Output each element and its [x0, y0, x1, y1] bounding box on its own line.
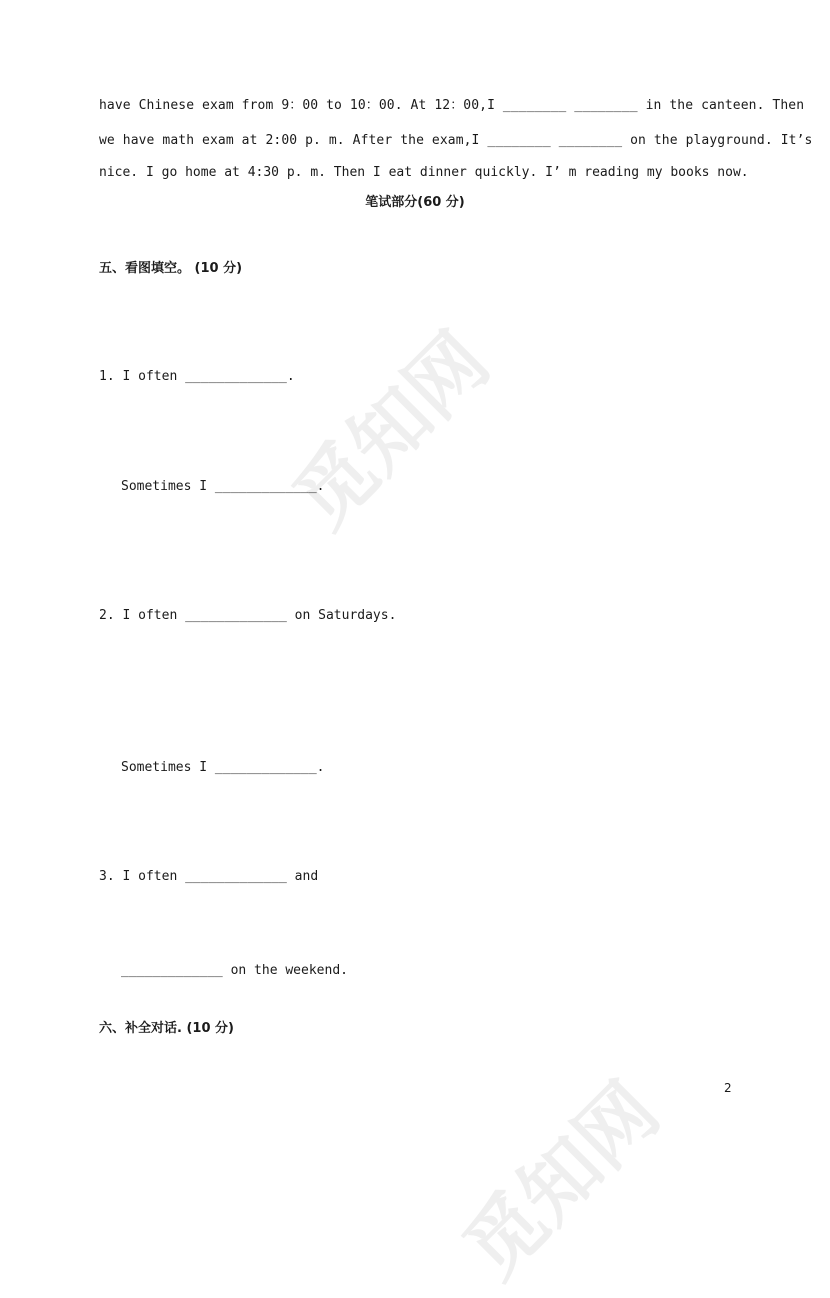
question-3-line-1: 3. I often _____________ and: [99, 869, 319, 884]
section-5-title: 五、看图填空。 (10 分): [99, 261, 243, 276]
passage-line-3: nice. I go home at 4:30 p. m. Then I eat dinner quickly. I’ m reading my books now.: [99, 165, 749, 180]
written-part-title: 笔试部分(60 分): [365, 195, 465, 210]
question-3-line-2: _____________ on the weekend.: [121, 963, 348, 978]
passage-line-2: we have math exam at 2:00 p. m. After the exam,I ________ ________ on the playground. It’s: [99, 133, 813, 148]
question-2-line-2: Sometimes I _____________.: [121, 760, 325, 775]
question-1-line-2: Sometimes I _____________.: [121, 479, 325, 494]
page-number: 2: [724, 1081, 732, 1095]
question-1-line-1: 1. I often _____________.: [99, 369, 295, 384]
watermark-bottom: 觅知网: [447, 1066, 677, 1296]
section-6-title: 六、补全对话. (10 分): [99, 1021, 234, 1036]
question-2-line-1: 2. I often _____________ on Saturdays.: [99, 608, 397, 623]
watermark: 觅知网: [277, 316, 507, 546]
passage-line-1: have Chinese exam from 9：00 to 10：00. At 12：00,I ________ ________ in the canteen. Then: [99, 98, 805, 113]
